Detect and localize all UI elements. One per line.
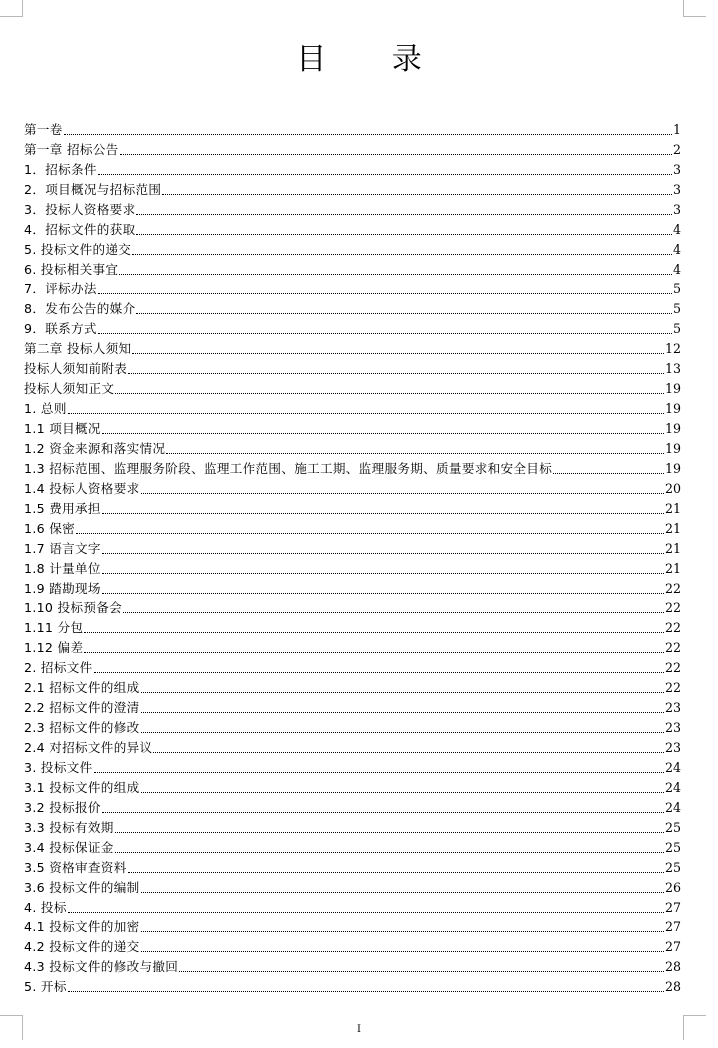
toc-entry[interactable]	[24, 519, 681, 539]
toc-entry-label: 2.2 招标文件的澄清	[24, 700, 140, 716]
toc-dot-leader	[102, 553, 664, 554]
toc-entry[interactable]	[24, 160, 681, 180]
toc-dot-leader	[102, 433, 664, 434]
toc-entry[interactable]	[24, 918, 681, 938]
toc-entry-label: 1.11 分包	[24, 620, 84, 636]
toc-entry[interactable]	[24, 878, 681, 898]
toc-entry[interactable]	[24, 638, 681, 658]
toc-entry[interactable]	[24, 240, 681, 260]
toc-entry-page-number: 5	[672, 301, 681, 317]
crop-mark-top-left	[0, 0, 23, 17]
toc-entry-label: 2.3 招标文件的修改	[24, 720, 140, 736]
toc-entry-label: 1. 总则	[24, 401, 67, 417]
toc-entry-page-number: 3	[672, 201, 681, 217]
toc-dot-leader	[141, 931, 664, 932]
toc-entry-page-number: 26	[664, 879, 681, 895]
toc-dot-leader	[141, 951, 664, 952]
toc-entry-label: 6. 投标相关事宜	[24, 261, 119, 277]
toc-entry[interactable]	[24, 379, 681, 399]
toc-entry[interactable]	[24, 419, 681, 439]
toc-entry-page-number: 25	[664, 839, 681, 855]
toc-entry[interactable]	[24, 579, 681, 599]
toc-entry-page-number: 5	[672, 281, 681, 297]
toc-entry[interactable]	[24, 758, 681, 778]
toc-entry-label: 1.10 投标预备会	[24, 600, 123, 616]
toc-dot-leader	[68, 912, 664, 913]
toc-dot-leader	[115, 393, 664, 394]
toc-entry-label: 5. 开标	[24, 979, 67, 995]
toc-dot-leader	[141, 692, 664, 693]
toc-entry-page-number: 25	[664, 859, 681, 875]
table-of-contents	[24, 120, 681, 997]
toc-entry-page-number: 22	[664, 640, 681, 656]
toc-entry[interactable]	[24, 858, 681, 878]
toc-entry-page-number: 4	[672, 221, 681, 237]
toc-dot-leader	[98, 333, 672, 334]
toc-dot-leader	[153, 752, 664, 753]
toc-entry-page-number: 3	[672, 161, 681, 177]
toc-entry[interactable]	[24, 898, 681, 918]
toc-entry-page-number: 28	[664, 959, 681, 975]
toc-entry-label: 1.4 投标人资格要求	[24, 480, 140, 496]
toc-dot-leader	[141, 712, 664, 713]
toc-entry[interactable]	[24, 778, 681, 798]
toc-dot-leader	[115, 832, 664, 833]
toc-dot-leader	[119, 274, 672, 275]
toc-entry-page-number: 21	[664, 560, 681, 576]
toc-dot-leader	[166, 453, 664, 454]
toc-dot-leader	[64, 134, 672, 135]
toc-entry-label: 3. 投标文件	[24, 759, 93, 775]
toc-dot-leader	[76, 533, 664, 534]
toc-dot-leader	[128, 872, 664, 873]
toc-dot-leader	[132, 353, 664, 354]
toc-dot-leader	[179, 971, 664, 972]
toc-dot-leader	[98, 293, 672, 294]
toc-entry-page-number: 23	[664, 720, 681, 736]
toc-dot-leader	[68, 413, 664, 414]
toc-dot-leader	[123, 612, 664, 613]
toc-dot-leader	[136, 234, 672, 235]
toc-dot-leader	[132, 254, 672, 255]
toc-entry-page-number: 24	[664, 759, 681, 775]
toc-entry[interactable]	[24, 359, 681, 379]
toc-dot-leader	[162, 194, 672, 195]
toc-dot-leader	[120, 154, 672, 155]
toc-entry[interactable]	[24, 120, 681, 140]
toc-entry-page-number: 25	[664, 819, 681, 835]
toc-dot-leader	[84, 632, 664, 633]
toc-entry-page-number: 20	[664, 480, 681, 496]
toc-entry-page-number: 24	[664, 799, 681, 815]
toc-entry-label: 2. 招标文件	[24, 660, 93, 676]
toc-dot-leader	[136, 313, 672, 314]
toc-entry-label: 4.1 投标文件的加密	[24, 919, 140, 935]
toc-entry-label: 7．评标办法	[24, 281, 97, 297]
toc-entry-label: 3.6 投标文件的编制	[24, 879, 140, 895]
toc-entry-label: 2.1 招标文件的组成	[24, 680, 140, 696]
toc-entry-label: 3.1 投标文件的组成	[24, 779, 140, 795]
toc-entry-label: 5. 投标文件的递交	[24, 241, 132, 257]
crop-mark-top-right	[683, 0, 706, 17]
toc-entry-page-number: 5	[672, 321, 681, 337]
toc-entry-page-number: 28	[664, 979, 681, 995]
toc-entry[interactable]	[24, 220, 681, 240]
toc-entry[interactable]	[24, 818, 681, 838]
toc-entry[interactable]	[24, 200, 681, 220]
toc-entry[interactable]	[24, 539, 681, 559]
toc-entry-page-number: 1	[672, 121, 681, 137]
toc-entry[interactable]	[24, 698, 681, 718]
toc-entry-page-number: 4	[672, 241, 681, 257]
toc-dot-leader	[136, 214, 672, 215]
toc-entry-page-number: 22	[664, 680, 681, 696]
toc-entry-label: 1.1 项目概况	[24, 421, 101, 437]
toc-entry[interactable]	[24, 319, 681, 339]
toc-entry[interactable]	[24, 678, 681, 698]
toc-entry[interactable]	[24, 937, 681, 957]
toc-entry-label: 3．投标人资格要求	[24, 201, 136, 217]
toc-entry-label: 1.2 资金来源和落实情况	[24, 440, 166, 456]
toc-entry[interactable]	[24, 718, 681, 738]
toc-entry[interactable]	[24, 140, 681, 160]
toc-entry-page-number: 22	[664, 580, 681, 596]
toc-entry-label: 3.3 投标有效期	[24, 819, 114, 835]
toc-entry-page-number: 21	[664, 500, 681, 516]
toc-entry[interactable]	[24, 838, 681, 858]
toc-entry-label: 第一卷	[24, 121, 63, 137]
toc-entry-page-number: 23	[664, 700, 681, 716]
toc-entry[interactable]	[24, 479, 681, 499]
toc-dot-leader	[141, 892, 664, 893]
toc-entry-page-number: 24	[664, 779, 681, 795]
toc-entry-label: 第一章 招标公告	[24, 141, 119, 157]
toc-entry-page-number: 21	[664, 520, 681, 536]
toc-entry[interactable]	[24, 260, 681, 280]
toc-entry[interactable]	[24, 798, 681, 818]
toc-dot-leader	[84, 652, 664, 653]
toc-dot-leader	[553, 473, 664, 474]
toc-entry-page-number: 19	[664, 381, 681, 397]
toc-entry[interactable]	[24, 977, 681, 997]
toc-entry[interactable]	[24, 180, 681, 200]
toc-entry-label: 1.12 偏差	[24, 640, 84, 656]
toc-entry[interactable]	[24, 738, 681, 758]
toc-title: 目 录	[296, 42, 450, 77]
toc-entry-label: 1.8 计量单位	[24, 560, 101, 576]
toc-entry-label: 4．招标文件的获取	[24, 221, 136, 237]
toc-entry-label: 3.5 资格审查资料	[24, 859, 127, 875]
toc-entry-page-number: 2	[672, 141, 681, 157]
toc-entry-label: 1.7 语言文字	[24, 540, 101, 556]
toc-entry-page-number: 23	[664, 740, 681, 756]
toc-entry-label: 1.3 招标范围、监理服务阶段、监理工作范围、施工工期、监理服务期、质量要求和安全目标	[24, 460, 553, 476]
toc-entry-label: 8．发布公告的媒介	[24, 301, 136, 317]
toc-entry[interactable]	[24, 399, 681, 419]
toc-entry-page-number: 3	[672, 181, 681, 197]
toc-entry-label: 9．联系方式	[24, 321, 97, 337]
toc-dot-leader	[102, 593, 664, 594]
toc-entry-page-number: 21	[664, 540, 681, 556]
toc-entry-page-number: 22	[664, 660, 681, 676]
toc-entry[interactable]	[24, 559, 681, 579]
toc-entry-label: 第二章 投标人须知	[24, 341, 132, 357]
toc-entry-label: 4.2 投标文件的递交	[24, 939, 140, 955]
toc-dot-leader	[102, 812, 664, 813]
toc-entry-label: 投标人须知正文	[24, 381, 115, 397]
toc-entry-label: 投标人须知前附表	[24, 361, 128, 377]
toc-entry-label: 2．项目概况与招标范围	[24, 181, 162, 197]
toc-entry[interactable]	[24, 299, 681, 319]
toc-entry-label: 3.2 投标报价	[24, 799, 101, 815]
toc-entry-page-number: 27	[664, 939, 681, 955]
toc-entry-label: 1.5 费用承担	[24, 500, 101, 516]
toc-entry-label: 1.9 踏勘现场	[24, 580, 101, 596]
toc-entry[interactable]	[24, 459, 681, 479]
toc-entry-page-number: 19	[664, 421, 681, 437]
toc-dot-leader	[94, 672, 664, 673]
toc-entry[interactable]	[24, 618, 681, 638]
toc-entry-page-number: 4	[672, 261, 681, 277]
toc-dot-leader	[102, 513, 664, 514]
toc-entry[interactable]	[24, 957, 681, 977]
toc-entry[interactable]	[24, 280, 681, 300]
toc-entry-label: 4. 投标	[24, 899, 67, 915]
toc-entry-page-number: 27	[664, 919, 681, 935]
toc-entry-label: 3.4 投标保证金	[24, 839, 114, 855]
page-number: I	[357, 1024, 361, 1035]
toc-dot-leader	[68, 991, 664, 992]
toc-entry-page-number: 27	[664, 899, 681, 915]
toc-dot-leader	[98, 174, 672, 175]
toc-dot-leader	[115, 852, 664, 853]
toc-entry[interactable]	[24, 439, 681, 459]
toc-entry-page-number: 19	[664, 401, 681, 417]
toc-entry-label: 1.6 保密	[24, 520, 76, 536]
toc-dot-leader	[141, 493, 664, 494]
toc-entry-page-number: 19	[664, 440, 681, 456]
toc-dot-leader	[141, 732, 664, 733]
toc-entry[interactable]	[24, 658, 681, 678]
toc-dot-leader	[94, 772, 664, 773]
toc-entry-label: 1．招标条件	[24, 161, 97, 177]
toc-dot-leader	[102, 573, 664, 574]
toc-entry-label: 4.3 投标文件的修改与撤回	[24, 959, 179, 975]
toc-entry-page-number: 22	[664, 620, 681, 636]
toc-entry-page-number: 19	[664, 460, 681, 476]
toc-entry[interactable]	[24, 599, 681, 619]
toc-dot-leader	[128, 373, 664, 374]
toc-entry-page-number: 12	[664, 341, 681, 357]
toc-entry[interactable]	[24, 339, 681, 359]
toc-dot-leader	[141, 792, 664, 793]
toc-entry-label: 2.4 对招标文件的异议	[24, 740, 153, 756]
toc-entry-page-number: 13	[664, 361, 681, 377]
toc-entry[interactable]	[24, 499, 681, 519]
toc-entry-page-number: 22	[664, 600, 681, 616]
